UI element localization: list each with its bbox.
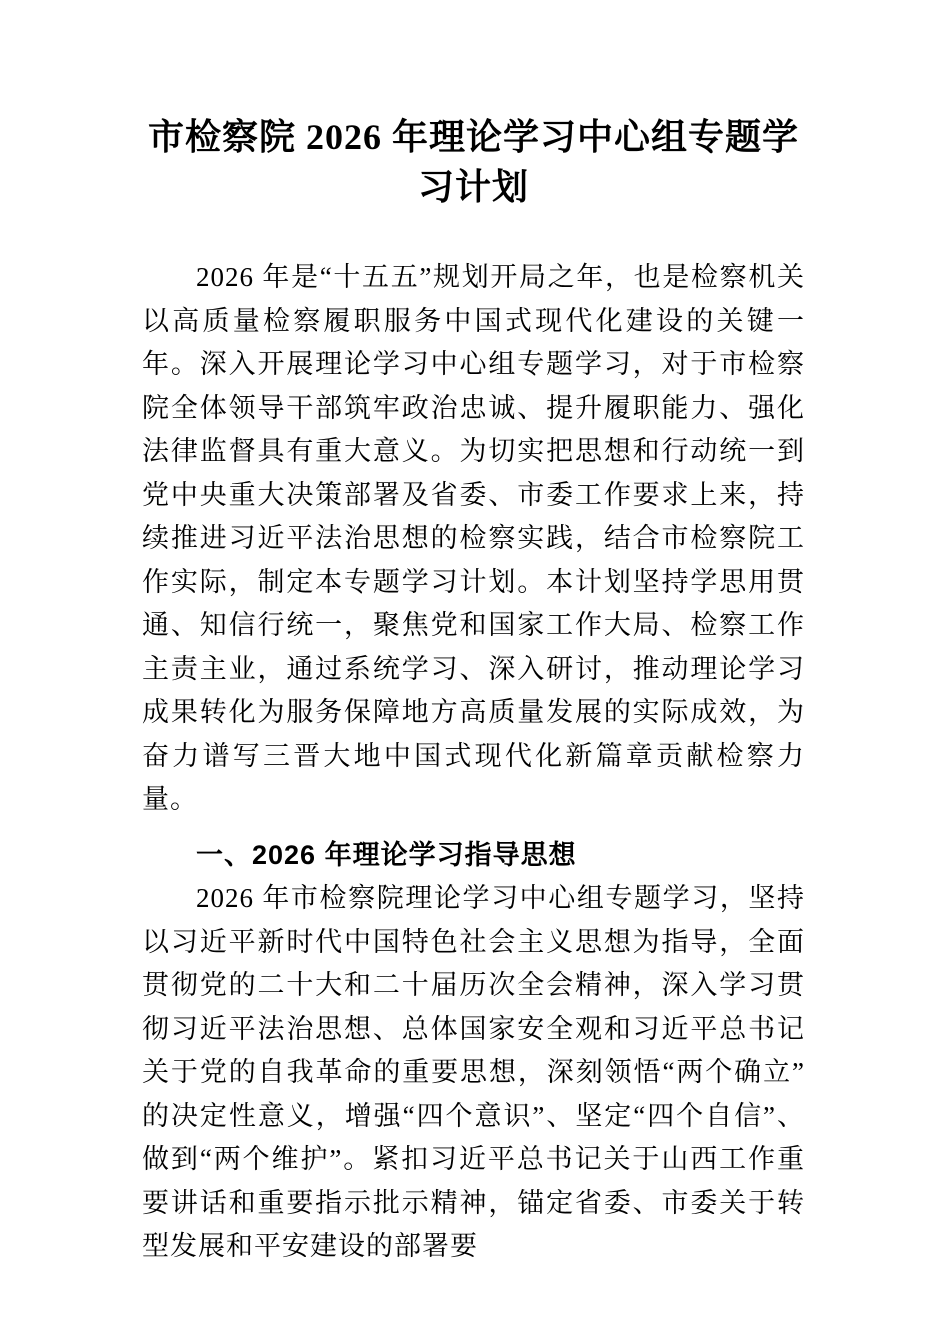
paragraph-guiding-ideology: 2026 年市检察院理论学习中心组专题学习，坚持以习近平新时代中国特色社会主义思想为指导，全面贯彻党的二十大和二十届历次全会精神，深入学习贯彻习近平法治思想、总体国家安全观和习近平总书记关于党的自我革命的重要思想，深刻领悟“两个确立”的决定性意义，增强“四个意识”、坚定“四个自信”、做到“两个维护”。紧扣习近平总书记关于山西工作重要讲话和重要指示批示精神，锚定省委、市委关于转型发展和平安建设的部署要 [142, 883, 805, 1261]
paragraph-introduction: 2026 年是“十五五”规划开局之年，也是检察机关以高质量检察履职服务中国式现代化建设的关键一年。深入开展理论学习中心组专题学习，对于市检察院全体领导干部筑牢政治忠诚、提升履职能力、强化法律监督具有重大意义。为切实把思想和行动统一到党中央重大决策部署及省委、市委工作要求上来，持续推进习近平法治思想的检察实践，结合市检察院工作实际，制定本专题学习计划。本计划坚持学思用贯通、知信行统一，聚焦党和国家工作大局、检察工作主责主业，通过系统学习、深入研讨，推动理论学习成果转化为服务保障地方高质量发展的实际成效，为奋力谱写三晋大地中国式现代化新篇章贡献检察力量。 [142, 262, 805, 814]
section-heading-guiding-ideology: 一、2026 年理论学习指导思想 [196, 839, 577, 870]
document-title: 市检察院 2026 年理论学习中心组专题学习计划 [147, 117, 799, 207]
